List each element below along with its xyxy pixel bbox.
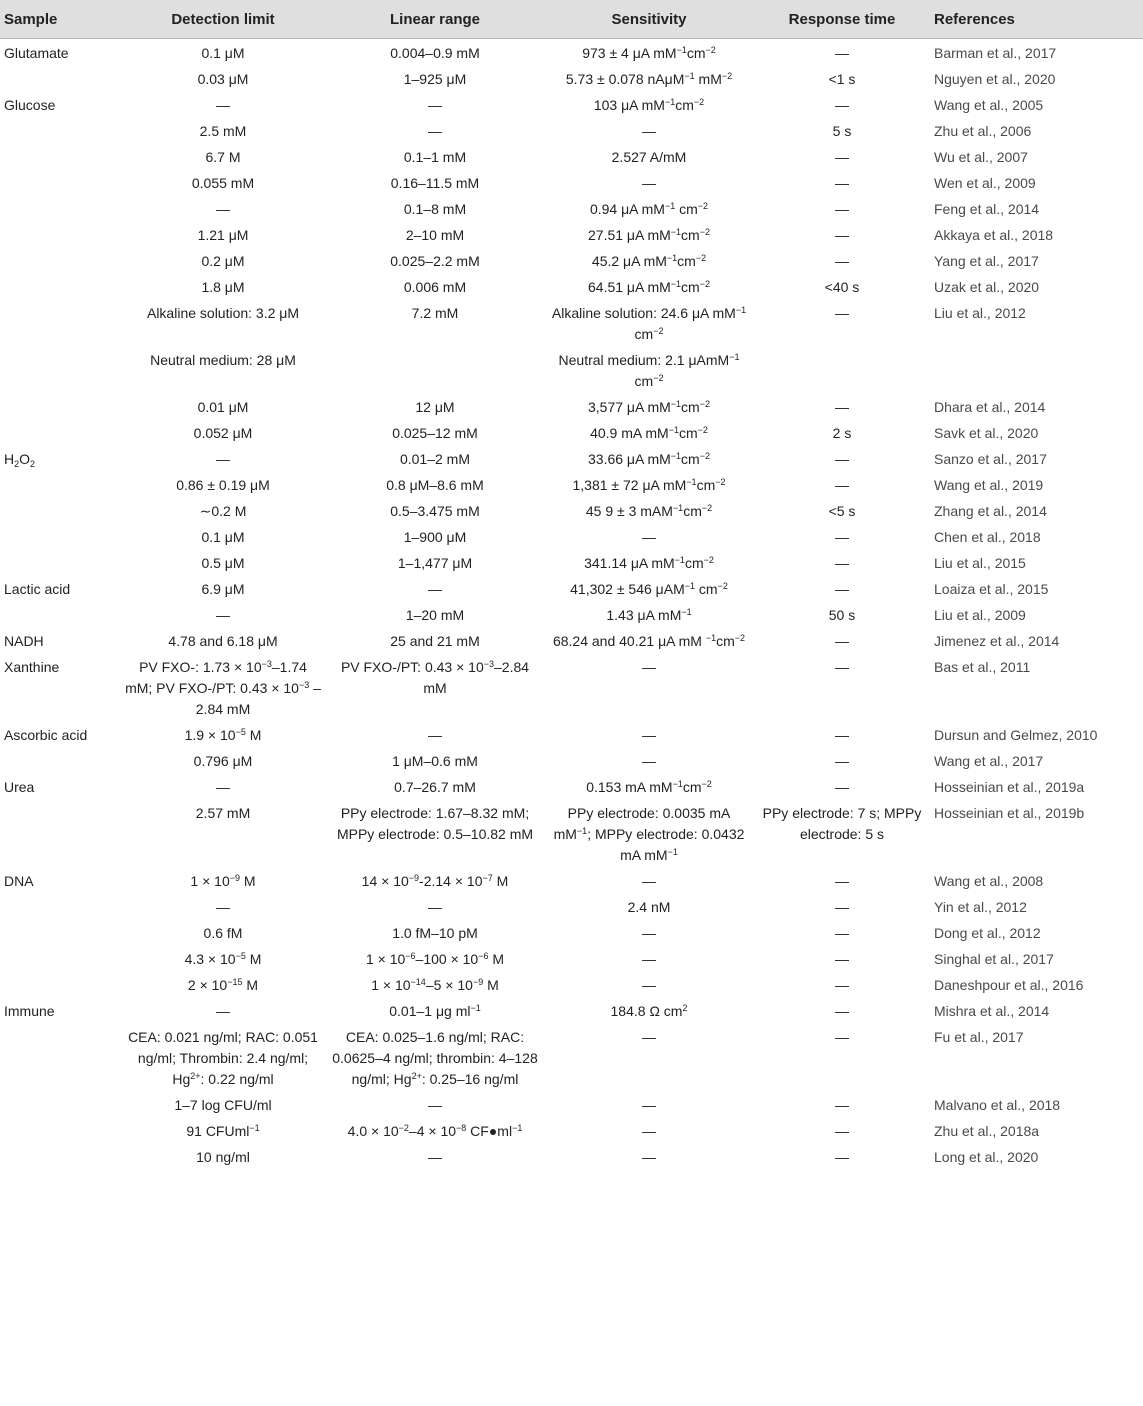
table-row [0, 945, 1143, 971]
cell-sensitivity: 2.527 A/mM [611, 149, 687, 165]
table-row [0, 445, 1143, 471]
cell-sensitivity: — [642, 1097, 656, 1113]
cell-response-time: — [835, 977, 849, 993]
cell-reference: Nguyen et al., 2020 [934, 71, 1056, 87]
table-row [0, 91, 1143, 117]
cell-detection-limit: — [216, 451, 230, 467]
cell-sensitivity: — [642, 753, 656, 769]
table-row [0, 273, 1143, 299]
cell-response-time: — [835, 1003, 849, 1019]
cell-sensitivity: 41,302 ± 546 μAM$^{-1}$ $cm^{-2}$ [570, 581, 728, 597]
cell-detection-limit: Neutral medium: 28 μM [150, 352, 296, 368]
cell-response-time: — [835, 477, 849, 493]
table-row [0, 346, 1143, 393]
cell-sensitivity: 45.2 μA $mM^{-1}cm^{-2}$ [591, 253, 707, 269]
cell-reference: Fu et al., 2017 [934, 1029, 1024, 1045]
cell-detection-limit: $4.3 \times 10^{-5}$ M [184, 951, 262, 967]
table-row [0, 799, 1143, 867]
cell-linear-range: 1–1,477 μM [397, 555, 473, 571]
cell-reference: Barman et al., 2017 [934, 45, 1057, 61]
table-row [0, 1091, 1143, 1117]
cell-detection-limit: 1–7 log CFU/ml [174, 1097, 272, 1113]
cell-detection-limit: — [216, 1003, 230, 1019]
cell-reference: Zhang et al., 2014 [934, 503, 1047, 519]
cell-sensitivity: 103 μA $mM^{-1}cm^{-2}$ [593, 97, 705, 113]
table-row [0, 601, 1143, 627]
cell-detection-limit: — [216, 779, 230, 795]
cell-response-time: — [835, 899, 849, 915]
cell-reference: Yin et al., 2012 [934, 899, 1027, 915]
table-row [0, 471, 1143, 497]
cell-linear-range: $1 \times 10^{-6}-100 \times 10^{-6}$ M [365, 951, 505, 967]
cell-response-time: — [835, 305, 849, 321]
cell-sensitivity: Neutral medium: 2.1 μAmM$^{-1}$ $cm^{-2}$ [558, 352, 740, 389]
cell-linear-range: — [428, 123, 442, 139]
cell-sensitivity: — [642, 925, 656, 941]
cell-reference: Dursun and Gelmez, 2010 [934, 727, 1098, 743]
cell-detection-limit: 10 ng/ml [196, 1149, 250, 1165]
cell-sample: Ascorbic acid [4, 727, 88, 743]
cell-response-time: — [835, 1029, 849, 1045]
cell-sample: Glucose [4, 97, 56, 113]
cell-sample [0, 919, 120, 945]
cell-response-time: — [835, 451, 849, 467]
cell-sensitivity: — [642, 727, 656, 743]
header-detection-limit: Detection limit [120, 0, 326, 39]
cell-sensitivity: — [642, 1123, 656, 1139]
cell-sample [0, 799, 120, 867]
cell-sample [0, 169, 120, 195]
cell-reference: Loaiza et al., 2015 [934, 581, 1049, 597]
header-references: References [930, 0, 1143, 39]
cell-sample [0, 346, 120, 393]
cell-reference: Sanzo et al., 2017 [934, 451, 1047, 467]
cell-detection-limit: 91 CFUml$^{-1}$ [186, 1123, 260, 1139]
cell-reference: Wu et al., 2007 [934, 149, 1028, 165]
cell-reference: Liu et al., 2012 [934, 305, 1026, 321]
cell-linear-range: 0.8 μM–8.6 mM [386, 477, 484, 493]
cell-sample [0, 1023, 120, 1091]
cell-linear-range: — [428, 1149, 442, 1165]
cell-response-time: — [835, 727, 849, 743]
cell-sensitivity: 0.94 μA $mM^{-1}$ $cm^{-2}$ [589, 201, 709, 217]
cell-reference: Dong et al., 2012 [934, 925, 1041, 941]
cell-response-time: 50 s [828, 607, 856, 623]
table-row [0, 393, 1143, 419]
cell-linear-range: CEA: 0.025–1.6 ng/ml; RAC: 0.0625–4 ng/ml; thrombin: 4–128 ng/ml; $Hg^{2+}$: 0.25–16 ng/ml [332, 1029, 538, 1087]
cell-sensitivity: 341.14 μA $mM^{-1}cm^{-2}$ [584, 555, 714, 571]
cell-reference: Liu et al., 2009 [934, 607, 1026, 623]
cell-response-time: — [835, 1097, 849, 1113]
cell-detection-limit: 0.03 μM [197, 71, 249, 87]
cell-sensitivity: — [642, 175, 656, 191]
table-row [0, 497, 1143, 523]
cell-sensitivity: — [642, 1029, 656, 1045]
cell-response-time: — [835, 555, 849, 571]
cell-response-time: — [835, 175, 849, 191]
cell-response-time: — [835, 633, 849, 649]
cell-sensitivity: 1.43 μA $mM^{-1}$ [606, 607, 692, 623]
cell-response-time: — [835, 779, 849, 795]
cell-sensitivity: 5.73 ± 0.078 nAμM$^{-1}$ $mM^{-2}$ [565, 71, 733, 87]
cell-sensitivity: — [642, 529, 656, 545]
cell-linear-range: 0.01–1 μg $ml^{-1}$ [389, 1003, 481, 1019]
cell-sensitivity: 184.8 Ω $cm^2$ [610, 1003, 688, 1019]
cell-sensitivity: — [642, 1149, 656, 1165]
cell-response-time: 2 s [832, 425, 852, 441]
cell-linear-range: 25 and 21 mM [390, 633, 480, 649]
table-row [0, 919, 1143, 945]
cell-sample [0, 497, 120, 523]
cell-sensitivity: 0.153 mA $mM^{-1}cm^{-2}$ [586, 779, 712, 795]
table-row [0, 117, 1143, 143]
cell-sample [0, 971, 120, 997]
cell-response-time: PPy electrode: 7 s; MPPy electrode: 5 s [762, 805, 922, 842]
table-row [0, 247, 1143, 273]
cell-reference: Malvano et al., 2018 [934, 1097, 1061, 1113]
cell-linear-range: PPy electrode: 1.67–8.32 mM; MPPy electrode: 0.5–10.82 mM [336, 805, 534, 842]
cell-sensitivity: Alkaline solution: 24.6 μA $mM^{-1}$ $cm^{-2}$ [551, 305, 747, 342]
cell-linear-range: PV FXO-/PT: $0.43 \times 10^{-3}-2.84$ mM [340, 659, 530, 696]
cell-linear-range: 0.16–11.5 mM [390, 175, 480, 191]
table-row [0, 169, 1143, 195]
cell-linear-range: 0.006 mM [403, 279, 467, 295]
cell-detection-limit: 0.052 μM [193, 425, 253, 441]
cell-reference: Uzak et al., 2020 [934, 279, 1040, 295]
cell-detection-limit: $1.9 \times 10^{-5}$ M [184, 727, 262, 743]
cell-sensitivity: — [642, 123, 656, 139]
table-row [0, 997, 1143, 1023]
cell-linear-range: 0.5–3.475 mM [390, 503, 480, 519]
table-row [0, 221, 1143, 247]
cell-linear-range: 1–20 mM [405, 607, 465, 623]
cell-reference: Zhu et al., 2018a [934, 1123, 1040, 1139]
cell-response-time: <40 s [824, 279, 860, 295]
cell-sample [0, 893, 120, 919]
table-header-row [0, 0, 1143, 39]
cell-sample: $H_2O_2$ [4, 451, 36, 469]
cell-reference: Mishra et al., 2014 [934, 1003, 1050, 1019]
table-row [0, 299, 1143, 346]
table-row [0, 653, 1143, 721]
table-row [0, 195, 1143, 221]
cell-detection-limit: 0.1 μM [201, 45, 245, 61]
cell-linear-range: — [428, 97, 442, 113]
cell-sensitivity: PPy electrode: 0.0035 mA $mM^{-1}$; MPPy electrode: 0.0432 mA $mM^{-1}$ [553, 805, 745, 863]
cell-reference: Yang et al., 2017 [934, 253, 1039, 269]
cell-reference: Savk et al., 2020 [934, 425, 1039, 441]
cell-linear-range: — [428, 727, 442, 743]
cell-detection-limit: 0.796 μM [193, 753, 253, 769]
cell-detection-limit: $1 \times 10^{-9}$ M [190, 873, 256, 889]
cell-linear-range: — [428, 1097, 442, 1113]
cell-response-time: — [835, 253, 849, 269]
cell-sample: Glutamate [4, 45, 69, 61]
cell-detection-limit: 0.01 μM [197, 399, 249, 415]
cell-detection-limit: 0.2 μM [201, 253, 245, 269]
cell-sensitivity: 2.4 nM [627, 899, 671, 915]
cell-sample: Lactic acid [4, 581, 71, 597]
cell-sensitivity: 1,381 ± 72 μA $mM^{-1}cm^{-2}$ [572, 477, 726, 493]
cell-sensitivity: — [642, 951, 656, 967]
cell-linear-range: — [428, 899, 442, 915]
table-row [0, 419, 1143, 445]
cell-detection-limit: 2.5 mM [199, 123, 247, 139]
cell-sample: Urea [4, 779, 35, 795]
cell-linear-range: 0.1–1 mM [403, 149, 467, 165]
cell-linear-range: 0.1–8 mM [403, 201, 467, 217]
cell-linear-range [326, 346, 544, 393]
table-row [0, 1023, 1143, 1091]
cell-detection-limit: — [216, 899, 230, 915]
header-linear-range: Linear range [326, 0, 544, 39]
cell-sensitivity: 64.51 μA $mM^{-1}cm^{-2}$ [588, 279, 710, 295]
cell-sample: NADH [4, 633, 44, 649]
cell-detection-limit: PV FXO-: $1.73 \times 10^{-3}-1.74$ mM; PV FXO-/PT: $0.43 \times 10^{-3}$ –2.84 mM [125, 659, 321, 717]
cell-response-time: <5 s [828, 503, 856, 519]
cell-linear-range: 7.2 mM [411, 305, 459, 321]
table-row [0, 747, 1143, 773]
cell-reference: Hosseinian et al., 2019b [934, 805, 1085, 821]
cell-detection-limit: 1.8 μM [201, 279, 245, 295]
cell-reference: Liu et al., 2015 [934, 555, 1026, 571]
cell-reference: Long et al., 2020 [934, 1149, 1039, 1165]
table-row [0, 549, 1143, 575]
table-row [0, 893, 1143, 919]
cell-linear-range: 0.7–26.7 mM [394, 779, 476, 795]
cell-linear-range: $1 \times 10^{-14}-5 \times 10^{-9}$ M [371, 977, 499, 993]
cell-linear-range: 1 μM–0.6 mM [392, 753, 478, 769]
cell-sample [0, 601, 120, 627]
cell-detection-limit: Alkaline solution: 3.2 μM [146, 305, 300, 321]
cell-sensitivity: 40.9 mA $mM^{-1}cm^{-2}$ [590, 425, 708, 441]
cell-linear-range: $4.0 \times 10^{-2}-4 \times 10^{-8}$ $CF●ml^{-1}$ [347, 1123, 523, 1139]
cell-sample [0, 1143, 120, 1169]
cell-detection-limit: 0.055 mM [191, 175, 255, 191]
cell-sample [0, 273, 120, 299]
table-row [0, 143, 1143, 169]
table-row [0, 867, 1143, 893]
cell-detection-limit: — [216, 201, 230, 217]
table-row [0, 773, 1143, 799]
cell-reference: Wang et al., 2008 [934, 873, 1044, 889]
cell-sample [0, 393, 120, 419]
cell-sample [0, 247, 120, 273]
cell-linear-range: $14 \times 10^{-9}-2.14 \times 10^{-7}$ M [361, 873, 509, 889]
header-sensitivity: Sensitivity [544, 0, 754, 39]
cell-detection-limit: 2.57 mM [195, 805, 251, 821]
cell-linear-range: 2–10 mM [405, 227, 465, 243]
table-body [0, 39, 1143, 1170]
cell-reference: Wang et al., 2017 [934, 753, 1044, 769]
cell-linear-range: 0.004–0.9 mM [390, 45, 480, 61]
cell-reference: Wang et al., 2019 [934, 477, 1044, 493]
table-row [0, 721, 1143, 747]
cell-sensitivity: — [642, 977, 656, 993]
cell-linear-range: 12 μM [415, 399, 455, 415]
cell-reference: Zhu et al., 2006 [934, 123, 1032, 139]
cell-sensitivity: 27.51 μA $mM^{-1}cm^{-2}$ [588, 227, 710, 243]
cell-response-time: — [835, 97, 849, 113]
cell-detection-limit: 4.78 and 6.18 μM [168, 633, 278, 649]
cell-sample [0, 1091, 120, 1117]
cell-response-time: — [835, 201, 849, 217]
cell-detection-limit: 6.9 μM [201, 581, 245, 597]
cell-linear-range: 1.0 fM–10 pM [392, 925, 478, 941]
cell-sample: Immune [4, 1003, 55, 1019]
cell-detection-limit: 1.21 μM [197, 227, 249, 243]
cell-response-time: — [835, 1123, 849, 1139]
cell-response-time: — [835, 925, 849, 941]
cell-detection-limit: 0.6 fM [203, 925, 243, 941]
cell-sample: Xanthine [4, 659, 60, 675]
cell-sample [0, 523, 120, 549]
table-row [0, 1143, 1143, 1169]
header-response-time: Response time [754, 0, 930, 39]
cell-response-time: — [835, 399, 849, 415]
cell-response-time: — [835, 951, 849, 967]
cell-sensitivity: 973 ± 4 μA $mM^{-1}cm^{-2}$ [582, 45, 716, 61]
cell-reference: Akkaya et al., 2018 [934, 227, 1054, 243]
header-sample: Sample [0, 0, 120, 39]
cell-reference: Daneshpour et al., 2016 [934, 977, 1084, 993]
cell-sample [0, 143, 120, 169]
cell-detection-limit: CEA: 0.021 ng/ml; RAC: 0.051 ng/ml; Thrombin: 2.4 ng/ml; $Hg^{2+}$: 0.22 ng/ml [128, 1029, 318, 1087]
cell-reference: Feng et al., 2014 [934, 201, 1040, 217]
cell-sample [0, 1117, 120, 1143]
table-row [0, 39, 1143, 66]
cell-linear-range: — [428, 581, 442, 597]
cell-detection-limit: — [216, 97, 230, 113]
cell-response-time: — [835, 873, 849, 889]
cell-linear-range: 0.025–12 mM [392, 425, 478, 441]
cell-linear-range: 0.01–2 mM [399, 451, 471, 467]
cell-linear-range: 1–900 μM [403, 529, 467, 545]
table-row [0, 523, 1143, 549]
cell-response-time: <1 s [828, 71, 856, 87]
cell-response-time: — [835, 753, 849, 769]
cell-detection-limit: 0.1 μM [201, 529, 245, 545]
cell-reference: Hosseinian et al., 2019a [934, 779, 1085, 795]
cell-sensitivity: — [642, 659, 656, 675]
cell-response-time: — [835, 1149, 849, 1165]
cell-reference: Wen et al., 2009 [934, 175, 1036, 191]
table-row [0, 65, 1143, 91]
cell-detection-limit: $2 \times 10^{-15}$ M [187, 977, 259, 993]
cell-sample [0, 471, 120, 497]
cell-reference [930, 346, 1143, 393]
cell-reference: Chen et al., 2018 [934, 529, 1041, 545]
cell-response-time: — [835, 45, 849, 61]
cell-sensitivity: 68.24 and 40.21 μA mM $^{-1}cm^{-2}$ [552, 633, 746, 649]
cell-sample [0, 549, 120, 575]
cell-reference: Dhara et al., 2014 [934, 399, 1046, 415]
cell-sample [0, 65, 120, 91]
cell-sample [0, 945, 120, 971]
cell-sensitivity: 33.66 μA $mM^{-1}cm^{-2}$ [588, 451, 710, 467]
cell-sample [0, 221, 120, 247]
cell-sample [0, 299, 120, 346]
cell-detection-limit: 6.7 M [205, 149, 241, 165]
cell-response-time [754, 346, 930, 393]
cell-linear-range: 1–925 μM [403, 71, 467, 87]
cell-sample [0, 195, 120, 221]
cell-reference: Bas et al., 2011 [934, 659, 1031, 675]
cell-detection-limit: — [216, 607, 230, 623]
cell-response-time: — [835, 581, 849, 597]
cell-response-time: — [835, 227, 849, 243]
cell-sample [0, 419, 120, 445]
cell-response-time: — [835, 529, 849, 545]
table-row [0, 627, 1143, 653]
cell-sensitivity: 3,577 μA $mM^{-1}cm^{-2}$ [588, 399, 710, 415]
cell-sensitivity: — [642, 873, 656, 889]
cell-reference: Wang et al., 2005 [934, 97, 1044, 113]
cell-reference: Singhal et al., 2017 [934, 951, 1054, 967]
cell-reference: Jimenez et al., 2014 [934, 633, 1060, 649]
cell-detection-limit: 0.86 ± 0.19 μM [176, 477, 270, 493]
cell-response-time: 5 s [832, 123, 852, 139]
cell-detection-limit: ∼0.2 M [199, 503, 247, 519]
cell-detection-limit: 0.5 μM [201, 555, 245, 571]
table-row [0, 1117, 1143, 1143]
table-row [0, 971, 1143, 997]
cell-response-time: — [835, 659, 849, 675]
cell-sample [0, 117, 120, 143]
cell-response-time: — [835, 149, 849, 165]
cell-sensitivity: 45 9 ± 3 $mAM^{-1}cm^{-2}$ [585, 503, 713, 519]
table-row [0, 575, 1143, 601]
cell-sample: DNA [4, 873, 34, 889]
cell-linear-range: 0.025–2.2 mM [390, 253, 480, 269]
cell-sample [0, 747, 120, 773]
